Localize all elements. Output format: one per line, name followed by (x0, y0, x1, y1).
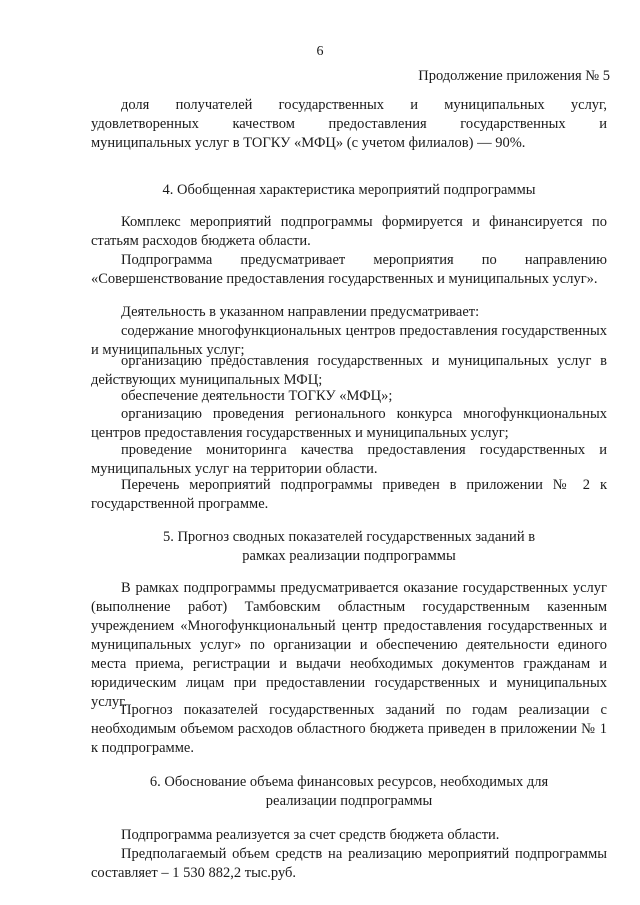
section-5-heading-line-1: 5. Прогноз сводных показателей государственных заданий в (162, 529, 536, 545)
section-6-paragraph-1: Подпрограмма реализуется за счет средств бюджета области. (121, 827, 500, 843)
section-4-paragraph-9: Перечень мероприятий подпрограммы приведен в приложении № 2 к государственной программе. (91, 477, 607, 512)
page-number: 6 (316, 44, 324, 59)
section-4-paragraph-4: содержание многофункциональных центров предоставления государственных и муниципальных услуг; (91, 323, 607, 358)
section-4-paragraph-2: Подпрограмма предусматривает мероприятия по направлению «Совершенствование предоставления государственных и муниципальных услуг». (91, 252, 607, 287)
section-6-heading-line-2: реализации подпрограммы (265, 793, 433, 809)
intro-line-1: доля получателей государственных и муниципальных услуг, (121, 97, 607, 113)
section-6-paragraph-2: Предполагаемый объем средств на реализацию мероприятий подпрограммы составляет – 1 530 882,2 тыс.руб. (91, 846, 607, 881)
section-4-paragraph-1: Комплекс мероприятий подпрограммы формируется и финансируется по статьям расходов бюджета области. (91, 214, 607, 249)
section-4-heading: 4. Обобщенная характеристика мероприятий подпрограммы (162, 182, 536, 198)
section-4-paragraph-5: организацию предоставления государственных и муниципальных услуг в действующих муниципальных МФЦ; (91, 353, 607, 388)
section-4-paragraph-6: обеспечение деятельности ТОГКУ «МФЦ»; (121, 388, 393, 404)
appendix-continuation-note: Продолжение приложения № 5 (418, 68, 610, 84)
section-4-paragraph-3: Деятельность в указанном направлении предусматривает: (121, 304, 480, 320)
section-5-paragraph-2: Прогноз показателей государственных заданий по годам реализации с необходимым объемом расходов областного бюджета приведен в приложении № 1 к подпрограмме. (91, 702, 607, 756)
section-4-paragraph-8: проведение мониторинга качества предоставления государственных и муниципальных услуг на территории области. (91, 442, 607, 477)
section-5-paragraph-1: В рамках подпрограммы предусматривается оказание государственных услуг (выполнение работ) Тамбовским областным государственным казенным учреждением «Многофункциональный центр предоставления государственных и муниципальных услуг» по организации и обеспечению деятельности единого места приема, регистрации и выдачи необходимых документов гражданам и юридическим лицам при предоставлении государственных и муниципальных услуг. (91, 580, 607, 710)
intro-line-3: муниципальных услуг в ТОГКУ «МФЦ» (с учетом филиалов) — 90%. (91, 135, 526, 151)
section-5-heading-line-2: рамках реализации подпрограммы (242, 548, 456, 564)
intro-line-2: удовлетворенных качеством предоставления государственных и (91, 116, 607, 132)
section-6-heading-line-1: 6. Обоснование объема финансовых ресурсов, необходимых для (149, 774, 549, 790)
section-4-paragraph-7: организацию проведения регионального конкурса многофункциональных центров предоставления государственных и муниципальных услуг; (91, 406, 607, 441)
